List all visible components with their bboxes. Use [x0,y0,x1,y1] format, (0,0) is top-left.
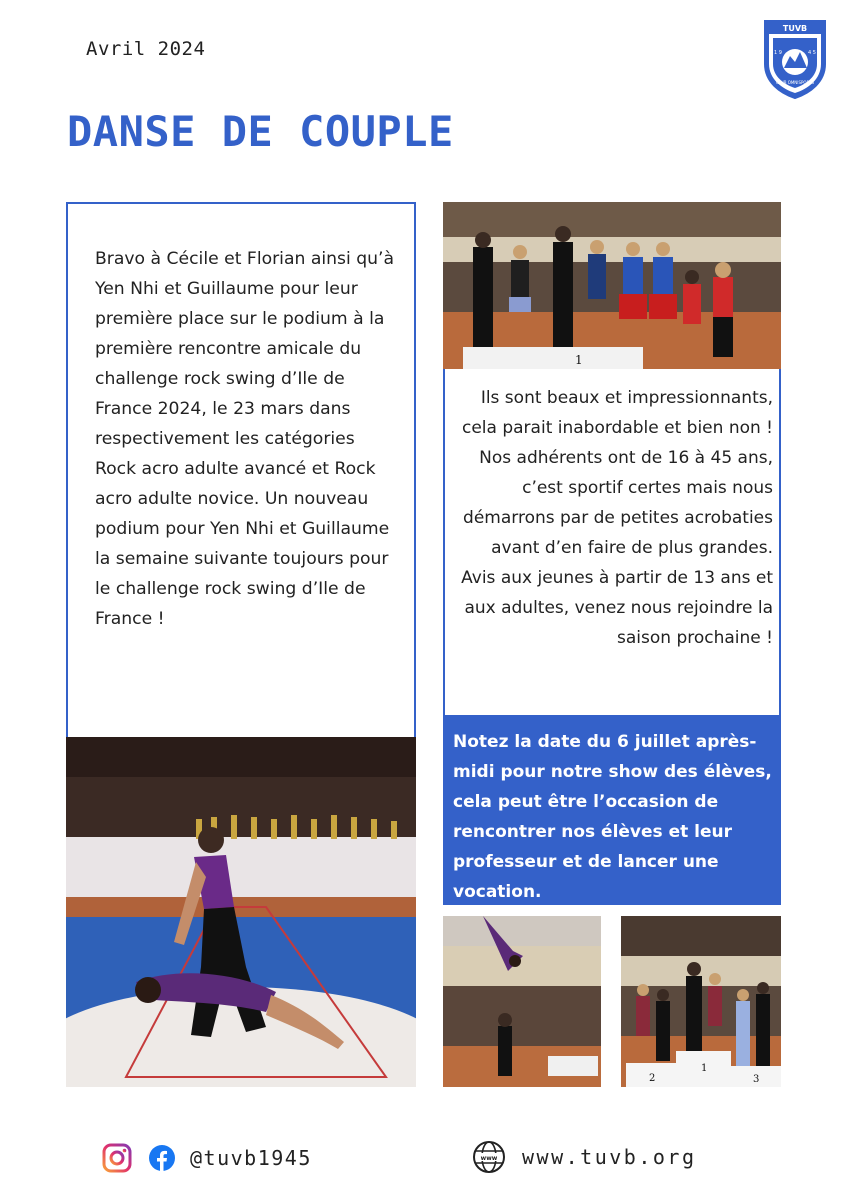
podium-label-1b: 1 [701,1063,708,1074]
event-highlight-box [443,717,781,905]
left-article-box [66,202,416,737]
logo-year-right: 4 5 [808,50,816,56]
issue-date: Avril 2024 [86,38,206,60]
podium-label-2: 2 [649,1073,656,1084]
club-logo [762,18,828,100]
instagram-icon[interactable] [102,1143,132,1173]
podium-label-1: 1 [575,353,583,367]
photo-podium-winners [621,916,781,1087]
event-highlight-text: Notez la date du 6 juillet après-midi pour notre show des élèves, cela peut être l’occasion de rencontrer nos élèves et leur professeur et de lancer une vocation. [453,732,772,902]
globe-icon [472,1140,506,1174]
facebook-icon[interactable] [148,1144,176,1172]
photo-podium-group [443,202,781,369]
website-link[interactable]: www.tuvb.org [522,1145,697,1169]
right-article-text: Ils sont beaux et impressionnants, cela parait inabordable et bien non ! Nos adhérents ont de 16 à 45 ans, c’est sportif certes mais nous démarrons par de petites acrobaties avant d’en faire de plus grandes. Avis aux jeunes à partir de 13 ans et aux adultes, venez nous rejoindre la saison prochaine ! [461,388,773,648]
left-article-text: Bravo à Cécile et Florian ainsi qu’à Yen Nhi et Guillaume pour leur première place sur le podium à la première rencontre amicale du challenge rock swing d’Ile de France 2024, le 23 mars dans respectivement les catégories Rock acro adulte avancé et Rock acro adulte novice. Un nouveau podium pour Yen Nhi et Guillaume la semaine suivante toujours pour le challenge rock swing d’Ile de France ! [95,249,395,629]
svg-text:www: www [480,1155,498,1162]
social-footer [102,1143,312,1173]
photo-acrobatic-dance [66,737,416,1087]
social-handle[interactable]: @tuvb1945 [190,1146,312,1170]
right-article-box [443,369,781,717]
logo-text: TUVB [782,24,808,33]
podium-label-3: 3 [753,1074,760,1085]
website-footer [472,1140,697,1174]
logo-subtitle: CLUB OMNISPORTS [775,80,815,85]
logo-year-left: 1 9 [774,50,782,56]
photo-aerial-lift [443,916,601,1087]
page-title: DANSE DE COUPLE [67,107,454,156]
